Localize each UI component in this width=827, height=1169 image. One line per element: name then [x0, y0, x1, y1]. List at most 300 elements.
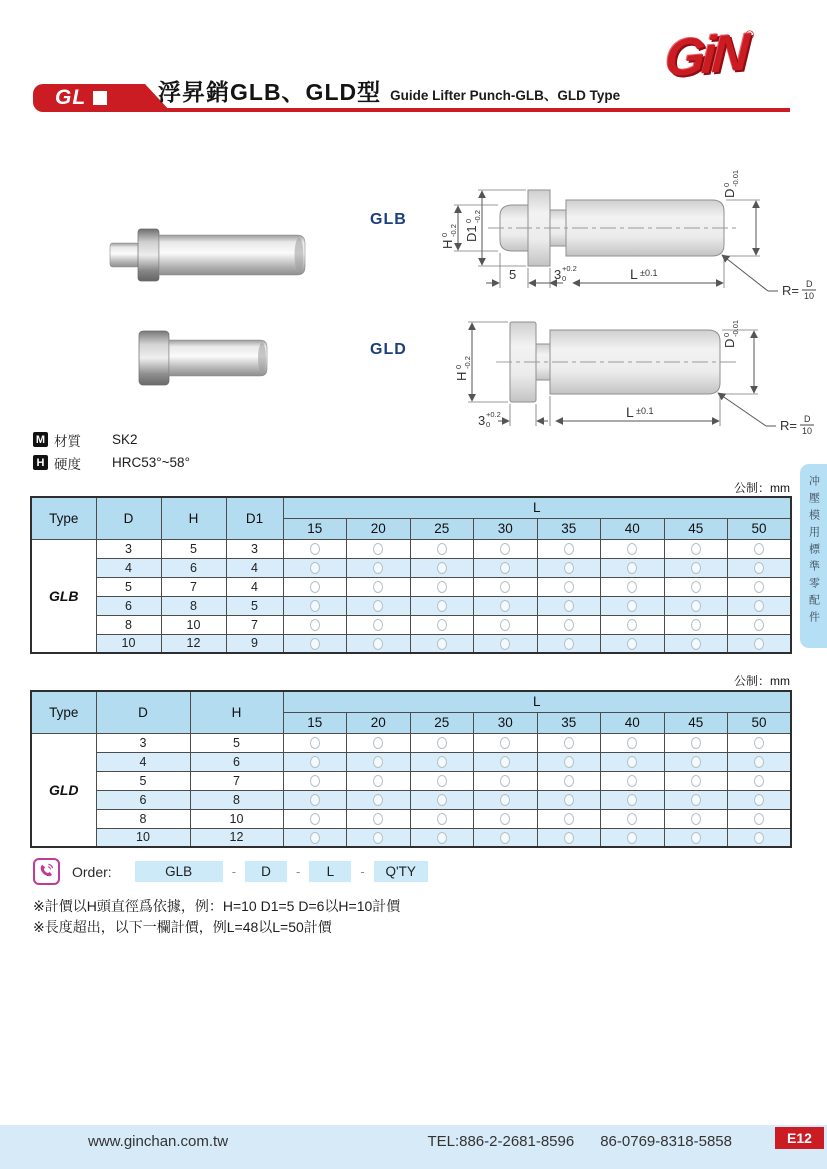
gld-dim-3-tol-bot: 0 [486, 420, 491, 429]
availability-cell [664, 615, 728, 634]
availability-circle-icon [437, 832, 447, 844]
order-separator: - [360, 864, 365, 879]
availability-circle-icon [500, 638, 510, 650]
dim-cell: 7 [190, 771, 283, 790]
dim-cell: 8 [96, 615, 161, 634]
footer-phones [427, 1133, 732, 1150]
availability-circle-icon [691, 832, 701, 844]
availability-circle-icon [754, 832, 764, 844]
gld-dim-d-tol-bot: -0.01 [731, 319, 740, 337]
availability-circle-icon [437, 600, 447, 612]
gld-dim-l: L [626, 404, 634, 420]
dim-cell: 8 [96, 809, 190, 828]
availability-cell [283, 828, 347, 847]
availability-cell [664, 752, 728, 771]
dim-cell: 4 [96, 558, 161, 577]
availability-cell [410, 771, 474, 790]
availability-circle-icon [500, 562, 510, 574]
availability-circle-icon [373, 737, 383, 749]
availability-cell [410, 596, 474, 615]
availability-circle-icon [564, 813, 574, 825]
availability-cell [474, 634, 538, 653]
availability-cell [664, 790, 728, 809]
pricing-notes [33, 896, 400, 938]
availability-cell [474, 752, 538, 771]
availability-cell [283, 558, 347, 577]
dim-cell: 6 [161, 558, 226, 577]
material-value: SK2 [112, 432, 138, 447]
availability-circle-icon [373, 543, 383, 555]
col-header-l-50: 50 [728, 518, 792, 539]
glb-dim-d1: D1 [464, 225, 479, 242]
availability-cell [728, 733, 792, 752]
spec-list [33, 428, 190, 474]
dim-cell: 4 [226, 577, 283, 596]
glb-dim-3-tol-bot: 0 [562, 274, 567, 283]
dim-cell: 12 [161, 634, 226, 653]
dim-cell: 6 [190, 752, 283, 771]
order-row [33, 858, 428, 885]
availability-cell [601, 615, 665, 634]
availability-circle-icon [754, 581, 764, 593]
availability-cell [601, 828, 665, 847]
availability-cell [410, 733, 474, 752]
availability-circle-icon [627, 737, 637, 749]
availability-cell [410, 577, 474, 596]
availability-circle-icon [627, 543, 637, 555]
availability-circle-icon [373, 813, 383, 825]
dim-cell: 6 [96, 596, 161, 615]
availability-circle-icon [754, 543, 764, 555]
availability-circle-icon [437, 737, 447, 749]
availability-cell [728, 615, 792, 634]
availability-circle-icon [691, 562, 701, 574]
availability-cell [664, 577, 728, 596]
availability-circle-icon [691, 619, 701, 631]
category-side-tab [800, 464, 827, 648]
availability-cell [601, 558, 665, 577]
availability-circle-icon [373, 581, 383, 593]
availability-cell [537, 752, 601, 771]
footer-website: www.ginchan.com.tw [88, 1133, 229, 1150]
footer-tel-1: TEL:886-2-2681-8596 [427, 1133, 575, 1150]
dim-cell: 7 [226, 615, 283, 634]
col-header-l-20: 20 [347, 712, 411, 733]
col-header-l: L [283, 691, 791, 712]
order-separator: - [296, 864, 301, 879]
availability-cell [601, 596, 665, 615]
availability-cell [664, 596, 728, 615]
glb-dim-h-tol-bot: -0.2 [449, 224, 458, 237]
availability-cell [347, 539, 411, 558]
dim-cell: 8 [161, 596, 226, 615]
dim-cell: 5 [96, 771, 190, 790]
availability-cell [664, 558, 728, 577]
availability-circle-icon [754, 756, 764, 768]
availability-cell [728, 809, 792, 828]
type-label-glb: GLB [31, 539, 96, 653]
availability-cell [728, 577, 792, 596]
col-header-d1: D1 [226, 497, 283, 539]
availability-circle-icon [564, 600, 574, 612]
availability-cell [283, 790, 347, 809]
page-title [158, 74, 620, 108]
availability-circle-icon [691, 638, 701, 650]
availability-circle-icon [754, 775, 764, 787]
gld-dim-r: R= [780, 418, 797, 433]
phone-icon [33, 858, 60, 885]
availability-circle-icon [691, 756, 701, 768]
availability-cell [601, 752, 665, 771]
dim-cell: 10 [96, 634, 161, 653]
gld-dim-h-tol-top: 0 [454, 364, 463, 369]
availability-cell [537, 634, 601, 653]
availability-circle-icon [310, 813, 320, 825]
gld-size-table [30, 690, 792, 848]
availability-cell [728, 558, 792, 577]
availability-cell [347, 558, 411, 577]
availability-circle-icon [627, 813, 637, 825]
availability-cell [601, 790, 665, 809]
dim-cell: 10 [161, 615, 226, 634]
availability-cell [728, 828, 792, 847]
hardness-value: HRC53°~58° [112, 455, 190, 470]
availability-cell [347, 790, 411, 809]
availability-cell [410, 790, 474, 809]
availability-cell [601, 733, 665, 752]
availability-circle-icon [564, 581, 574, 593]
availability-circle-icon [437, 813, 447, 825]
availability-circle-icon [500, 581, 510, 593]
availability-cell [537, 771, 601, 790]
gld-dim-l-tol: ±0.1 [636, 406, 654, 416]
col-header-type: Type [31, 691, 96, 733]
availability-circle-icon [564, 543, 574, 555]
availability-circle-icon [310, 832, 320, 844]
availability-circle-icon [627, 638, 637, 650]
availability-cell [537, 809, 601, 828]
availability-circle-icon [564, 832, 574, 844]
dim-cell: 10 [190, 809, 283, 828]
availability-circle-icon [627, 794, 637, 806]
gld-dim-3: 3 [478, 413, 486, 428]
availability-circle-icon [310, 794, 320, 806]
availability-cell [410, 615, 474, 634]
order-part-l: L [309, 861, 351, 882]
material-badge-icon: M [33, 432, 48, 447]
availability-circle-icon [691, 543, 701, 555]
availability-cell [347, 733, 411, 752]
availability-cell [537, 539, 601, 558]
pricing-note-1: ※計價以H頭直徑爲依據，例：H=10 D1=5 D=6以H=10計價 [33, 898, 401, 914]
availability-circle-icon [437, 756, 447, 768]
title-underline [138, 108, 790, 112]
gld-dim-r-num: D [804, 414, 811, 424]
order-separator: - [231, 864, 237, 879]
glb-photo-label: GLB [370, 211, 407, 228]
availability-circle-icon [310, 543, 320, 555]
col-header-d: D [96, 691, 190, 733]
type-label-gld: GLD [31, 733, 96, 847]
unit-note-glb: 公制：mm [734, 481, 790, 495]
availability-circle-icon [691, 600, 701, 612]
availability-circle-icon [437, 562, 447, 574]
availability-cell [283, 596, 347, 615]
dim-cell: 7 [161, 577, 226, 596]
availability-cell [537, 733, 601, 752]
dim-cell: 5 [190, 733, 283, 752]
availability-cell [664, 809, 728, 828]
availability-cell [474, 771, 538, 790]
availability-circle-icon [500, 813, 510, 825]
hardness-badge-icon: H [33, 455, 48, 470]
availability-circle-icon [310, 737, 320, 749]
dim-cell: 5 [161, 539, 226, 558]
glb-dim-d: D [722, 188, 737, 198]
order-part-type: GLB [135, 861, 223, 882]
availability-cell [537, 577, 601, 596]
availability-circle-icon [754, 813, 764, 825]
glb-dim-3-tol-top: +0.2 [562, 264, 577, 273]
glb-dim-l: L [630, 266, 638, 282]
order-part-qty: Q'TY [374, 861, 428, 882]
availability-circle-icon [564, 562, 574, 574]
availability-circle-icon [310, 600, 320, 612]
availability-circle-icon [564, 794, 574, 806]
glb-dim-5: 5 [509, 267, 517, 282]
availability-circle-icon [310, 775, 320, 787]
gld-dim-r-den: 10 [802, 426, 813, 434]
availability-cell [347, 634, 411, 653]
availability-circle-icon [564, 737, 574, 749]
section-code: GL [55, 86, 87, 109]
dim-cell: 6 [96, 790, 190, 809]
availability-cell [728, 752, 792, 771]
availability-cell [728, 771, 792, 790]
availability-cell [664, 634, 728, 653]
col-header-l-25: 25 [410, 518, 474, 539]
availability-cell [537, 828, 601, 847]
dim-cell: 8 [190, 790, 283, 809]
availability-cell [601, 771, 665, 790]
availability-cell [283, 733, 347, 752]
glb-product-photo [98, 205, 313, 305]
spec-material [33, 428, 190, 451]
availability-cell [664, 771, 728, 790]
availability-circle-icon [310, 562, 320, 574]
availability-cell [601, 809, 665, 828]
order-label: Order: [72, 863, 112, 880]
registered-mark-icon: ® [745, 28, 755, 42]
glb-technical-drawing [438, 150, 827, 300]
pricing-note-2: ※長度超出，以下一欄計價，例L=48以L=50計價 [33, 919, 332, 935]
availability-cell [347, 809, 411, 828]
glb-dim-l-tol: ±0.1 [640, 268, 658, 278]
availability-cell [537, 615, 601, 634]
availability-circle-icon [500, 756, 510, 768]
availability-circle-icon [500, 775, 510, 787]
availability-cell [347, 577, 411, 596]
gld-dim-3-tol-top: +0.2 [486, 410, 501, 419]
col-header-d: D [96, 497, 161, 539]
dim-cell: 5 [96, 577, 161, 596]
availability-cell [410, 809, 474, 828]
glb-dim-h: H [440, 239, 455, 249]
availability-cell [601, 634, 665, 653]
unit-note-gld: 公制：mm [734, 674, 790, 688]
availability-cell [410, 828, 474, 847]
availability-circle-icon [373, 775, 383, 787]
availability-cell [283, 752, 347, 771]
availability-circle-icon [373, 756, 383, 768]
col-header-l-50: 50 [728, 712, 792, 733]
gld-dim-h-tol-bot: -0.2 [463, 356, 472, 369]
availability-cell [283, 577, 347, 596]
availability-circle-icon [754, 600, 764, 612]
availability-cell [347, 771, 411, 790]
availability-circle-icon [564, 775, 574, 787]
availability-circle-icon [691, 581, 701, 593]
availability-cell [664, 539, 728, 558]
dim-cell: 4 [226, 558, 283, 577]
glb-dim-3: 3 [554, 267, 562, 282]
availability-cell [537, 558, 601, 577]
availability-circle-icon [310, 619, 320, 631]
dim-cell: 3 [96, 733, 190, 752]
availability-cell [283, 634, 347, 653]
availability-cell [347, 615, 411, 634]
glb-dim-d1-tol-bot: -0.2 [473, 210, 482, 223]
availability-cell [283, 615, 347, 634]
availability-cell [728, 634, 792, 653]
availability-cell [664, 828, 728, 847]
availability-cell [410, 539, 474, 558]
availability-cell [410, 752, 474, 771]
col-header-l-20: 20 [347, 518, 411, 539]
gld-product-photo [133, 326, 273, 390]
availability-circle-icon [500, 832, 510, 844]
availability-circle-icon [627, 600, 637, 612]
section-code-tab [33, 84, 145, 112]
availability-circle-icon [437, 638, 447, 650]
availability-cell [283, 539, 347, 558]
availability-circle-icon [437, 619, 447, 631]
col-header-l-30: 30 [474, 518, 538, 539]
glb-dim-d1-tol-top: 0 [464, 218, 473, 223]
col-header-l-45: 45 [664, 518, 728, 539]
availability-cell [474, 577, 538, 596]
availability-cell [474, 539, 538, 558]
gld-photo-label: GLD [370, 341, 407, 358]
availability-cell [283, 809, 347, 828]
availability-cell [474, 809, 538, 828]
glb-dim-h-tol-top: 0 [440, 232, 449, 237]
availability-cell [728, 596, 792, 615]
glb-size-table [30, 496, 792, 654]
gld-dim-d-tol-top: 0 [722, 332, 731, 337]
glb-dim-r-num: D [806, 279, 813, 289]
glb-dim-r: R= [782, 283, 799, 298]
order-part-d: D [245, 861, 287, 882]
availability-circle-icon [691, 813, 701, 825]
availability-cell [410, 558, 474, 577]
availability-circle-icon [627, 775, 637, 787]
availability-circle-icon [691, 737, 701, 749]
availability-cell [728, 790, 792, 809]
availability-circle-icon [627, 581, 637, 593]
availability-circle-icon [627, 562, 637, 574]
availability-circle-icon [500, 794, 510, 806]
spec-hardness [33, 451, 190, 474]
availability-circle-icon [437, 543, 447, 555]
availability-circle-icon [373, 794, 383, 806]
availability-circle-icon [310, 756, 320, 768]
col-header-h: H [190, 691, 283, 733]
availability-cell [474, 790, 538, 809]
col-header-l-45: 45 [664, 712, 728, 733]
gld-dim-d: D [722, 338, 737, 348]
availability-cell [347, 596, 411, 615]
gin-logo [622, 23, 797, 89]
col-header-l-35: 35 [537, 712, 601, 733]
availability-cell [474, 558, 538, 577]
availability-circle-icon [627, 832, 637, 844]
availability-circle-icon [373, 562, 383, 574]
availability-circle-icon [754, 562, 764, 574]
col-header-l: L [283, 497, 791, 518]
availability-circle-icon [500, 600, 510, 612]
col-header-l-30: 30 [474, 712, 538, 733]
availability-circle-icon [373, 832, 383, 844]
footer-tel-2: 86-0769-8318-5858 [600, 1133, 732, 1150]
gld-technical-drawing [438, 296, 827, 434]
availability-circle-icon [310, 638, 320, 650]
availability-circle-icon [564, 756, 574, 768]
availability-circle-icon [373, 600, 383, 612]
page-title-en: Guide Lifter Punch-GLB、GLD Type [390, 88, 621, 103]
dim-cell: 9 [226, 634, 283, 653]
availability-circle-icon [437, 794, 447, 806]
section-code-square-icon [93, 91, 107, 105]
dim-cell: 12 [190, 828, 283, 847]
dim-cell: 3 [226, 539, 283, 558]
page-code-badge: E12 [775, 1127, 824, 1149]
dim-cell: 10 [96, 828, 190, 847]
availability-circle-icon [564, 619, 574, 631]
gin-logo-text: GiN [663, 23, 747, 89]
availability-cell [474, 596, 538, 615]
availability-circle-icon [754, 619, 764, 631]
availability-circle-icon [500, 543, 510, 555]
availability-cell [474, 733, 538, 752]
dim-cell: 3 [96, 539, 161, 558]
availability-circle-icon [437, 775, 447, 787]
gld-dim-h: H [454, 371, 469, 381]
hardness-name: 硬度 [54, 456, 81, 472]
col-header-l-15: 15 [283, 712, 347, 733]
dim-cell: 5 [226, 596, 283, 615]
availability-cell [728, 539, 792, 558]
availability-cell [474, 615, 538, 634]
glb-dim-r-den: 10 [804, 291, 815, 300]
availability-circle-icon [627, 756, 637, 768]
availability-circle-icon [373, 619, 383, 631]
availability-circle-icon [627, 619, 637, 631]
availability-circle-icon [691, 775, 701, 787]
availability-cell [474, 828, 538, 847]
availability-circle-icon [437, 581, 447, 593]
availability-cell [347, 828, 411, 847]
